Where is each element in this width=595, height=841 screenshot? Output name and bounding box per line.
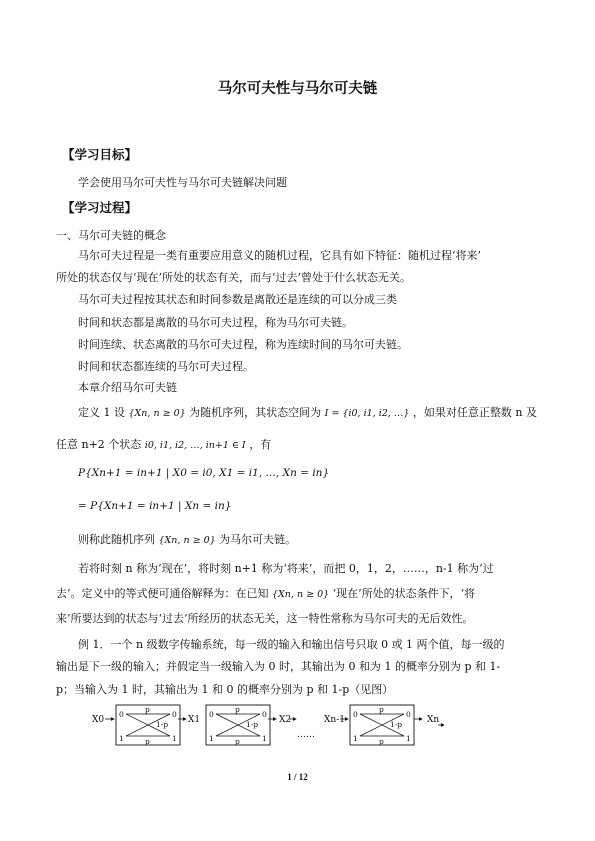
label-dots: ……	[297, 730, 315, 740]
label-xn: Xn	[427, 715, 440, 725]
state-zero-label: 0	[262, 710, 267, 719]
math-state-space: I = {i0, i1, i2, …}	[324, 408, 410, 419]
paragraph-line: 时间和状态都是离散的马尔可夫过程，称为马尔可夫链。	[78, 316, 353, 329]
prob-p-label: p	[145, 737, 150, 746]
definition-text: ，如果对任意正整数 n 及	[412, 406, 537, 419]
definition-text: 则称此随机序列	[78, 533, 155, 546]
definition-line	[56, 438, 271, 453]
state-one-label: 1	[406, 734, 411, 743]
heading-process: 【学习过程】	[62, 200, 138, 215]
label-x1: X1	[188, 715, 201, 725]
equation-markov-2: = P{Xn+1 = in+1 | Xn = in}	[78, 500, 232, 512]
paragraph-line: 马尔可夫过程是一类有重要应用意义的随机过程，它具有如下特征：随机过程‘将来’	[78, 249, 481, 262]
definition-text: 定义 1 设	[78, 406, 125, 419]
math-sequence: {Xn, n ≥ 0}	[128, 408, 186, 419]
paragraph-line	[56, 587, 475, 602]
paragraph-line: 所处的状态仅与‘现在’所处的状态有关，而与‘过去’曾处于什么状态无关。	[56, 271, 411, 284]
paragraph-line: 本章介绍马尔可夫链	[78, 381, 177, 394]
label-xn-1: Xn-1	[324, 715, 345, 725]
label-x0: X0	[92, 715, 105, 725]
definition-text: ，有	[249, 438, 272, 451]
paragraph-line: 输出是下一级的输入；并假定当一级输入为 0 时，其输出为 0 和为 1 的概率分别为 p 和 1-	[56, 660, 501, 673]
paragraph-text: 去’。定义中的等式便可通俗解释为：在已知	[56, 587, 269, 600]
paragraph-line: 来’所要达到的状态与‘过去’所经历的状态无关，这一特性常称为马尔可夫的无后效性。	[56, 612, 474, 625]
state-zero-label: 0	[119, 710, 124, 719]
math-sequence: {Xn, n ≥ 0}	[158, 535, 216, 546]
math-sequence: {Xn, n ≥ 0}	[272, 589, 330, 600]
definition-text: 为随机序列，其状态空间为	[189, 406, 322, 419]
state-zero-label: 0	[172, 710, 177, 719]
equation-markov-1: P{Xn+1 = in+1 | X0 = i0, X1 = i1, …, Xn = in}	[78, 467, 330, 479]
prob-q-label: 1-p	[390, 720, 403, 729]
page-title: 马尔可夫性与马尔可夫链	[217, 81, 378, 97]
prob-q-label: 1-p	[246, 720, 259, 729]
state-one-label: 1	[119, 734, 124, 743]
section-heading: 一、马尔可夫链的概念	[56, 229, 166, 242]
paragraph-text: ‘现在’所处的状态条件下，‘将	[332, 587, 476, 600]
prob-q-label: 1-p	[156, 720, 169, 729]
definition-text: 任意 n+2 个状态	[56, 438, 142, 451]
prob-p-label: p	[379, 737, 384, 746]
paragraph-line: 时间和状态都连续的马尔可夫过程。	[78, 360, 254, 373]
paragraph-line: 若将时刻 n 称为‘现在’，将时刻 n+1 称为‘将来’，而把 0，1，2，……，n-1 称为‘过	[78, 562, 494, 575]
state-zero-label: 0	[209, 710, 214, 719]
state-one-label: 1	[172, 734, 177, 743]
state-one-label: 1	[262, 734, 267, 743]
state-one-label: 1	[209, 734, 214, 743]
prob-p-label: p	[379, 705, 384, 714]
state-one-label: 1	[353, 734, 358, 743]
paragraph-line: p；当输入为 1 时，其输出为 1 和 0 的概率分别为 p 和 1-p（见图）	[56, 683, 394, 696]
math-states: i0, i1, i2, …, in+1 ∈ I	[144, 440, 246, 451]
label-x2: X2	[279, 715, 292, 725]
channel-stages	[116, 705, 414, 746]
state-zero-label: 0	[406, 710, 411, 719]
prob-p-label: p	[235, 737, 240, 746]
definition-text: 为马尔可夫链。	[219, 533, 297, 546]
prob-p-label: p	[145, 705, 150, 714]
definition-line	[78, 533, 296, 548]
page-number: 1 / 12	[287, 772, 308, 782]
transmission-diagram	[92, 703, 452, 751]
paragraph-line: 时间连续、状态离散的马尔可夫过程，称为连续时间的马尔可夫链。	[78, 338, 408, 351]
paragraph-line: 马尔可夫过程按其状态和时间参数是离散还是连续的可以分成三类	[78, 293, 397, 306]
state-zero-label: 0	[353, 710, 358, 719]
definition-line	[78, 406, 537, 421]
paragraph-line: 例 1．一个 n 级数字传输系统，每一级的输入和输出信号只取 0 或 1 两个值，每一级的	[78, 638, 505, 651]
heading-goal: 【学习目标】	[62, 147, 138, 162]
prob-p-label: p	[235, 705, 240, 714]
goal-text: 学会使用马尔可夫性与马尔可夫链解决问题	[78, 176, 287, 189]
